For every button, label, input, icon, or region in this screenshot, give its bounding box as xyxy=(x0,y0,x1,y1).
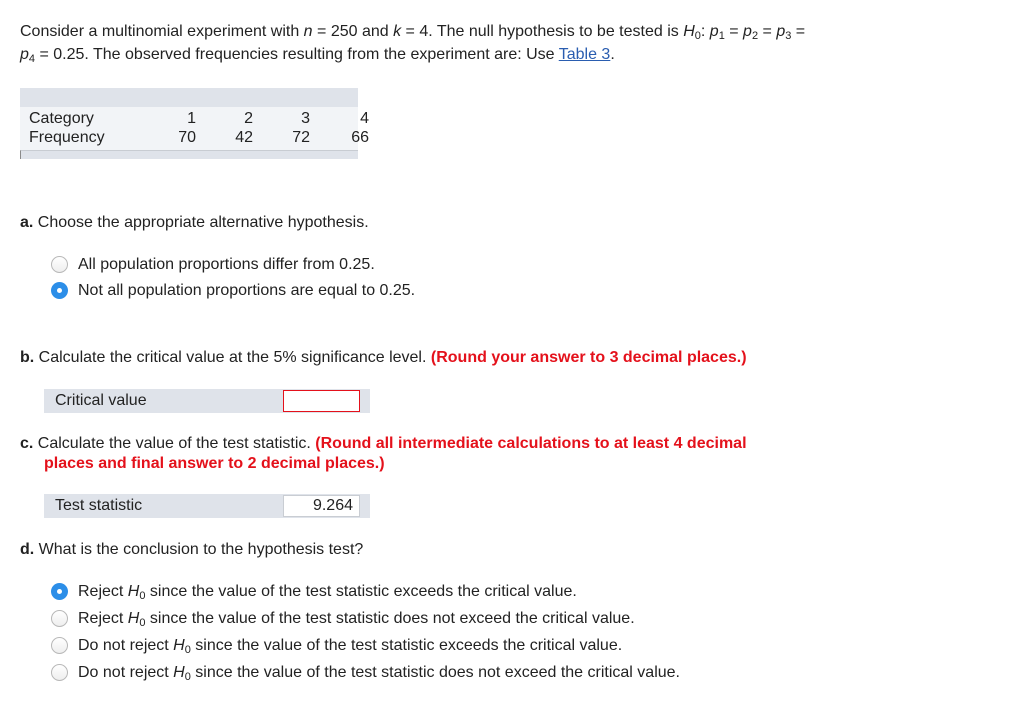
p4-variable: p xyxy=(20,46,29,63)
question-c-text: Calculate the value of the test statistic. xyxy=(37,435,311,452)
test-statistic-row xyxy=(44,494,370,518)
p2-subscript: 2 xyxy=(751,30,759,42)
question-b-text: Calculate the critical value at the 5% significance level. xyxy=(38,349,427,366)
question-d-text: What is the conclusion to the hypothesis test? xyxy=(38,541,364,558)
p1-subscript: 1 xyxy=(718,30,725,42)
option-a-2-text: Not all population proportions are equal to 0.25. xyxy=(78,282,416,299)
radio-button-unselected[interactable] xyxy=(51,637,68,654)
h-variable: H xyxy=(127,610,140,627)
equals-3: = xyxy=(791,23,806,40)
option-d-3-text xyxy=(78,635,622,657)
frequency-cell: 72 xyxy=(292,129,310,146)
equals-2: = xyxy=(758,23,777,40)
option-d-4-text xyxy=(78,662,680,684)
question-c-label: c. xyxy=(20,435,34,452)
frequency-cell: 42 xyxy=(235,129,253,146)
question-c-instruction-2: places and final answer to 2 decimal places.) xyxy=(44,455,385,472)
intro-colon: : xyxy=(700,23,710,40)
option-d-1-post: since the value of the test statistic exceeds the critical value. xyxy=(145,583,577,600)
p2-variable: p xyxy=(743,23,752,40)
intro-text-1: Consider a multinomial experiment with xyxy=(20,23,304,40)
problem-statement xyxy=(20,20,1010,66)
option-a-1-text: All population proportions differ from 0.25. xyxy=(78,256,375,273)
radio-button-selected[interactable] xyxy=(51,583,68,600)
h-variable: H xyxy=(173,637,185,654)
frequency-row xyxy=(20,128,369,147)
critical-value-row xyxy=(44,389,370,413)
radio-button-unselected[interactable] xyxy=(51,256,68,273)
intro-text-3: = 4. The null hypothesis to be tested is xyxy=(401,23,684,40)
question-b xyxy=(20,348,747,368)
critical-value-input[interactable] xyxy=(283,390,360,412)
n-variable: n xyxy=(303,23,313,40)
question-c xyxy=(20,434,1010,474)
h-variable: H xyxy=(683,23,695,40)
equals-1: = xyxy=(724,23,744,40)
category-cell: 3 xyxy=(301,110,310,127)
p1-variable: p xyxy=(709,23,719,40)
h-subscript: 0 xyxy=(139,590,146,602)
h-subscript: 0 xyxy=(694,30,701,42)
h-subscript: 0 xyxy=(139,617,146,629)
critical-value-label: Critical value xyxy=(55,392,147,409)
question-a-label: a. xyxy=(20,214,34,231)
option-d-1-text xyxy=(78,581,577,603)
frequency-cell: 70 xyxy=(178,129,196,146)
question-a-text: Choose the appropriate alternative hypothesis. xyxy=(37,214,369,231)
question-a xyxy=(20,213,369,233)
category-cell: 2 xyxy=(244,110,253,127)
test-statistic-label: Test statistic xyxy=(55,497,143,514)
radio-button-unselected[interactable] xyxy=(51,664,68,681)
option-d-2-post: since the value of the test statistic does not exceed the critical value. xyxy=(145,610,635,627)
category-label: Category xyxy=(29,110,94,127)
h-subscript: 0 xyxy=(184,671,191,683)
category-cell: 4 xyxy=(360,110,369,127)
k-variable: k xyxy=(393,23,402,40)
question-b-label: b. xyxy=(20,349,35,366)
frequency-cell: 66 xyxy=(351,129,369,146)
table-body xyxy=(20,107,369,150)
intro-text-4: = 0.25. The observed frequencies resulting from the experiment are: Use xyxy=(35,46,559,63)
option-d-1-pre: Reject xyxy=(78,583,128,600)
h-variable: H xyxy=(127,583,140,600)
question-d-label: d. xyxy=(20,541,35,558)
option-d-4-post: since the value of the test statistic does not exceed the critical value. xyxy=(190,664,680,681)
h-subscript: 0 xyxy=(184,644,191,656)
question-c-instruction-1: (Round all intermediate calculations to at least 4 decimal xyxy=(315,435,747,452)
p4-subscript: 4 xyxy=(28,53,36,65)
category-cell: 1 xyxy=(187,110,196,127)
option-d-3-post: since the value of the test statistic exceeds the critical value. xyxy=(190,637,623,654)
table-footer-band xyxy=(20,150,358,159)
question-d xyxy=(20,540,363,560)
table-3-link[interactable]: Table 3 xyxy=(558,46,611,63)
frequency-label: Frequency xyxy=(29,129,105,146)
category-row xyxy=(20,109,369,128)
frequency-table xyxy=(20,88,369,159)
option-d-4-pre: Do not reject xyxy=(78,664,174,681)
option-d-3-pre: Do not reject xyxy=(78,637,174,654)
p3-variable: p xyxy=(776,23,786,40)
radio-button-selected[interactable] xyxy=(51,282,68,299)
p3-subscript: 3 xyxy=(785,30,792,42)
option-d-2-pre: Reject xyxy=(78,610,128,627)
radio-button-unselected[interactable] xyxy=(51,610,68,627)
intro-period: . xyxy=(610,46,615,63)
option-d-2-text xyxy=(78,608,635,630)
question-b-instruction: (Round your answer to 3 decimal places.) xyxy=(430,349,747,366)
h-variable: H xyxy=(173,664,185,681)
table-header-band xyxy=(20,88,358,107)
test-statistic-input[interactable] xyxy=(283,495,360,517)
intro-text-2: = 250 and xyxy=(312,23,394,40)
